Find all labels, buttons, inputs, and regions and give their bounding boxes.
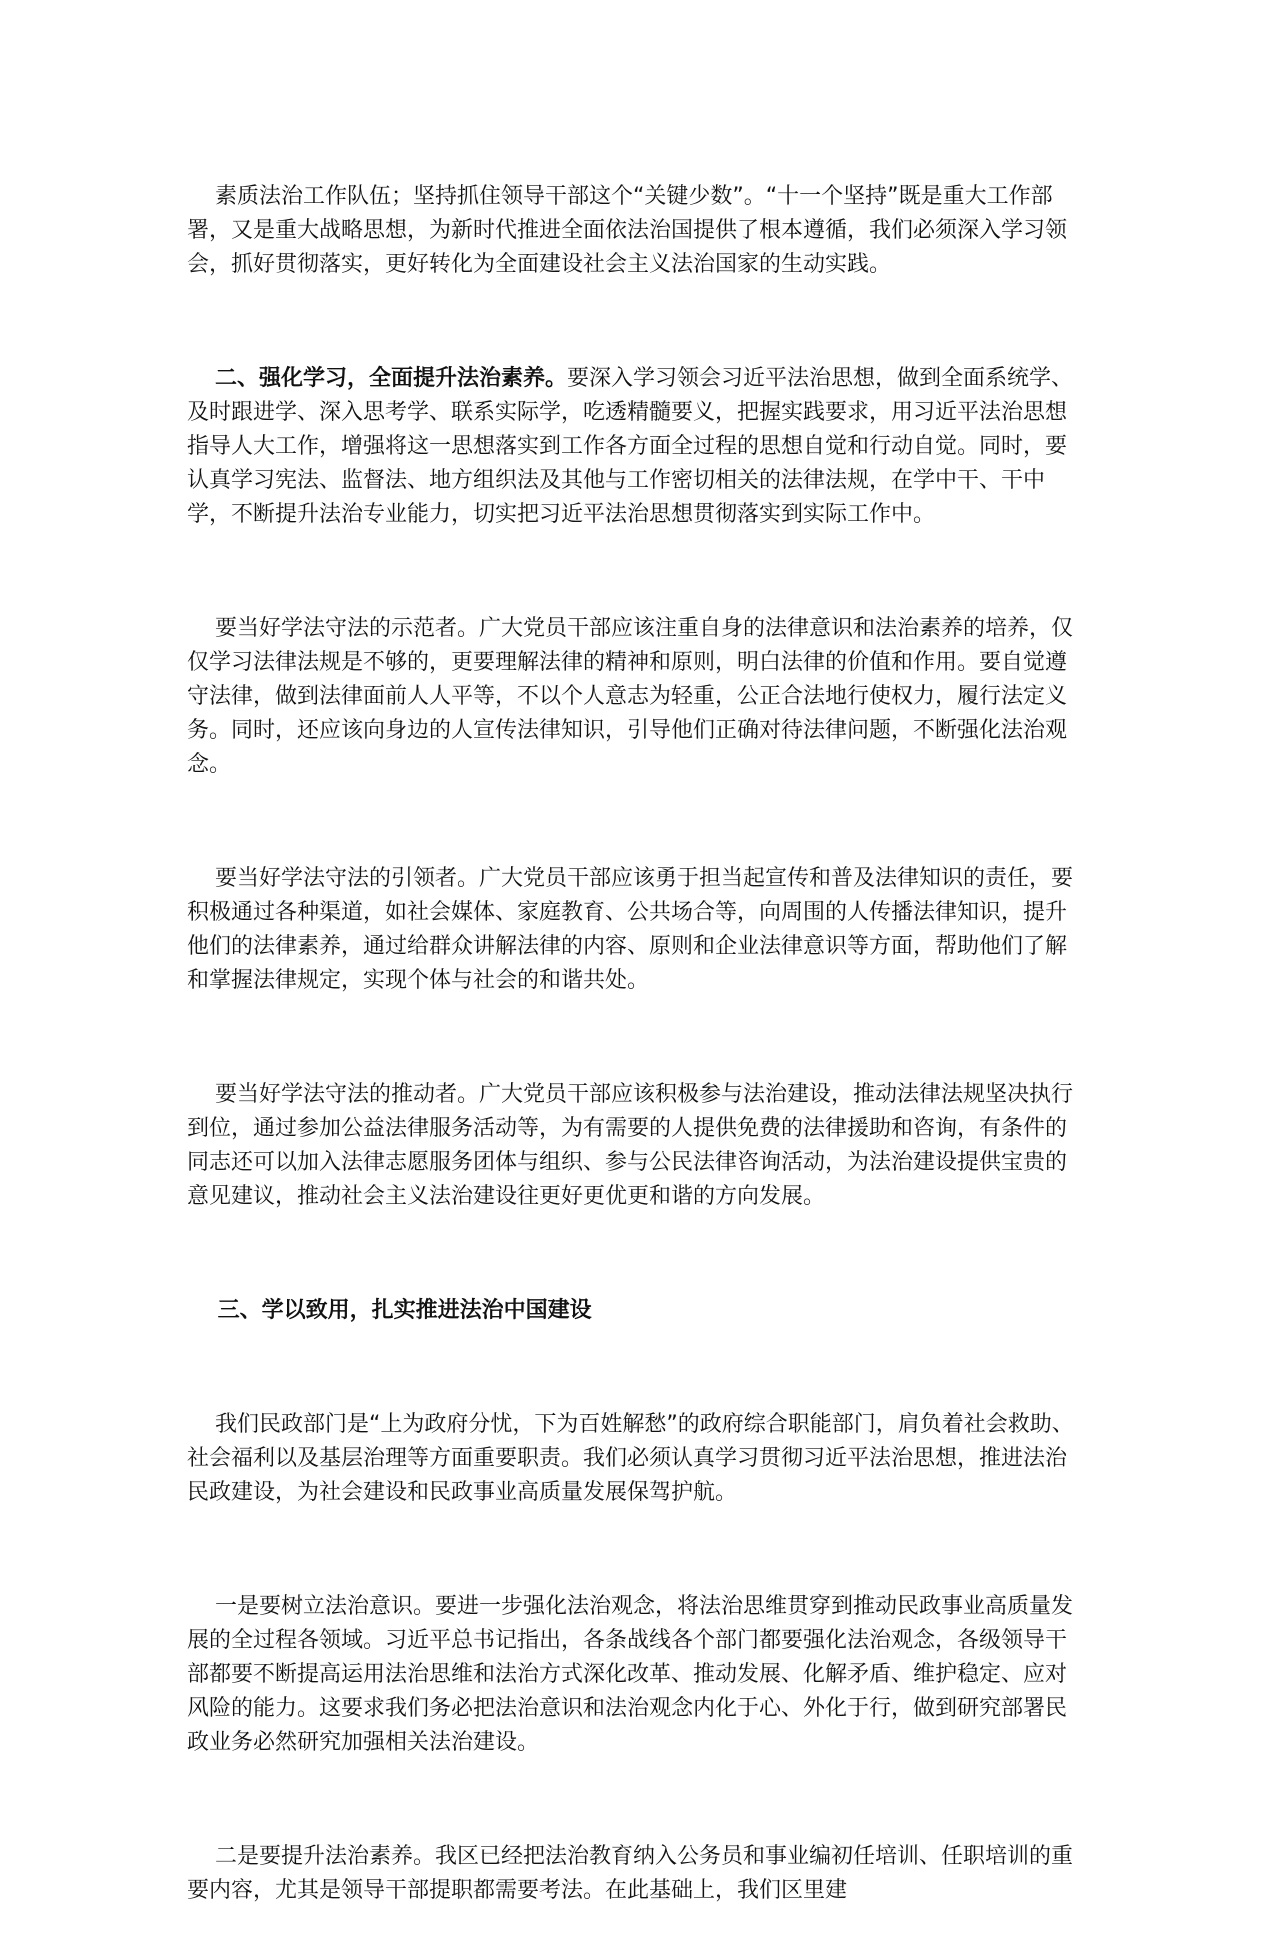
paragraph-2 [187,328,1087,566]
paragraph-3-text: 要当好学法守法的示范者。广大党员干部应该注重自身的法律意识和法治素养的培养，仅仅学习法律法规是不够的，更要理解法律的精神和原则，明白法律的价值和作用。要自觉遵守法律，做到法律面前人人平等，不以个人意志为轻重，公正合法地行使权力，履行法定义务。同时，还应该向身边的人宣传法律知识，引导他们正确对待法律问题，不断强化法治观念。 [187,616,1073,777]
paragraph-1-text: 素质法治工作队伍；坚持抓住领导干部这个“关键少数”。“十一个坚持”既是重大工作部署，又是重大战略思想，为新时代推进全面依法治国提供了根本遵循，我们必须深入学习领会，抓好贯彻落实，更好转化为全面建设社会主义法治国家的生动实践。 [187,184,1068,277]
paragraph-5 [187,1044,1087,1248]
paragraph-8-text: 二是要提升法治素养。我区已经把法治教育纳入公务员和事业编初任培训、任职培训的重要内容，尤其是领导干部提职都需要考法。在此基础上，我们区里建 [187,1844,1073,1903]
paragraph-6-text: 我们民政部门是“上为政府分忧，下为百姓解愁”的政府综合职能部门，肩负着社会救助、社会福利以及基层治理等方面重要职责。我们必须认真学习贯彻习近平法治思想，推进法治民政建设，为社会建设和民政事业高质量发展保驾护航。 [187,1412,1074,1505]
paragraph-5-text: 要当好学法守法的推动者。广大党员干部应该积极参与法治建设，推动法律法规坚决执行到位，通过参加公益法律服务活动等，为有需要的人提供免费的法律援助和咨询，有条件的同志还可以加入法律志愿服务团体与组织、参与公民法律咨询活动，为法治建设提供宝贵的意见建议，推动社会主义法治建设往更好更优更和谐的方向发展。 [187,1082,1073,1209]
paragraph-7 [187,1556,1087,1794]
document-page [187,146,1087,1942]
paragraph-6 [187,1374,1087,1544]
section-2-heading: 二、强化学习，全面提升法治素养。 [214,366,567,391]
paragraph-4-text: 要当好学法守法的引领者。广大党员干部应该勇于担当起宣传和普及法律知识的责任，要积极通过各种渠道，如社会媒体、家庭教育、公共场合等，向周围的人传播法律知识，提升他们的法律素养，通过给群众讲解法律的内容、原则和企业法律意识等方面，帮助他们了解和掌握法律规定，实现个体与社会的和谐共处。 [187,866,1073,993]
paragraph-8 [187,1806,1087,1942]
paragraph-7-text: 一是要树立法治意识。要进一步强化法治观念，将法治思维贯穿到推动民政事业高质量发展的全过程各领域。习近平总书记指出，各条战线各个部门都要强化法治观念，各级领导干部都要不断提高运用法治思维和法治方式深化改革、推动发展、化解矛盾、维护稳定、应对风险的能力。这要求我们务必把法治意识和法治观念内化于心、外化于行，做到研究部署民政业务必然研究加强相关法治建设。 [187,1594,1073,1755]
section-3-heading-text: 三、学以致用，扎实推进法治中国建设 [217,1298,592,1323]
paragraph-4 [187,828,1087,1032]
paragraph-3 [187,578,1087,816]
paragraph-2-text: 要深入学习领会习近平法治思想，做到全面系统学、及时跟进学、深入思考学、联系实际学，吃透精髓要义，把握实践要求，用习近平法治思想指导人大工作，增强将这一思想落实到工作各方面全过程的思想自觉和行动自觉。同时，要认真学习宪法、监督法、地方组织法及其他与工作密切相关的法律法规，在学中干、干中学，不断提升法治专业能力，切实把习近平法治思想贯彻落实到实际工作中。 [187,366,1074,527]
paragraph-1 [187,146,1087,316]
section-3-heading [187,1260,1087,1362]
